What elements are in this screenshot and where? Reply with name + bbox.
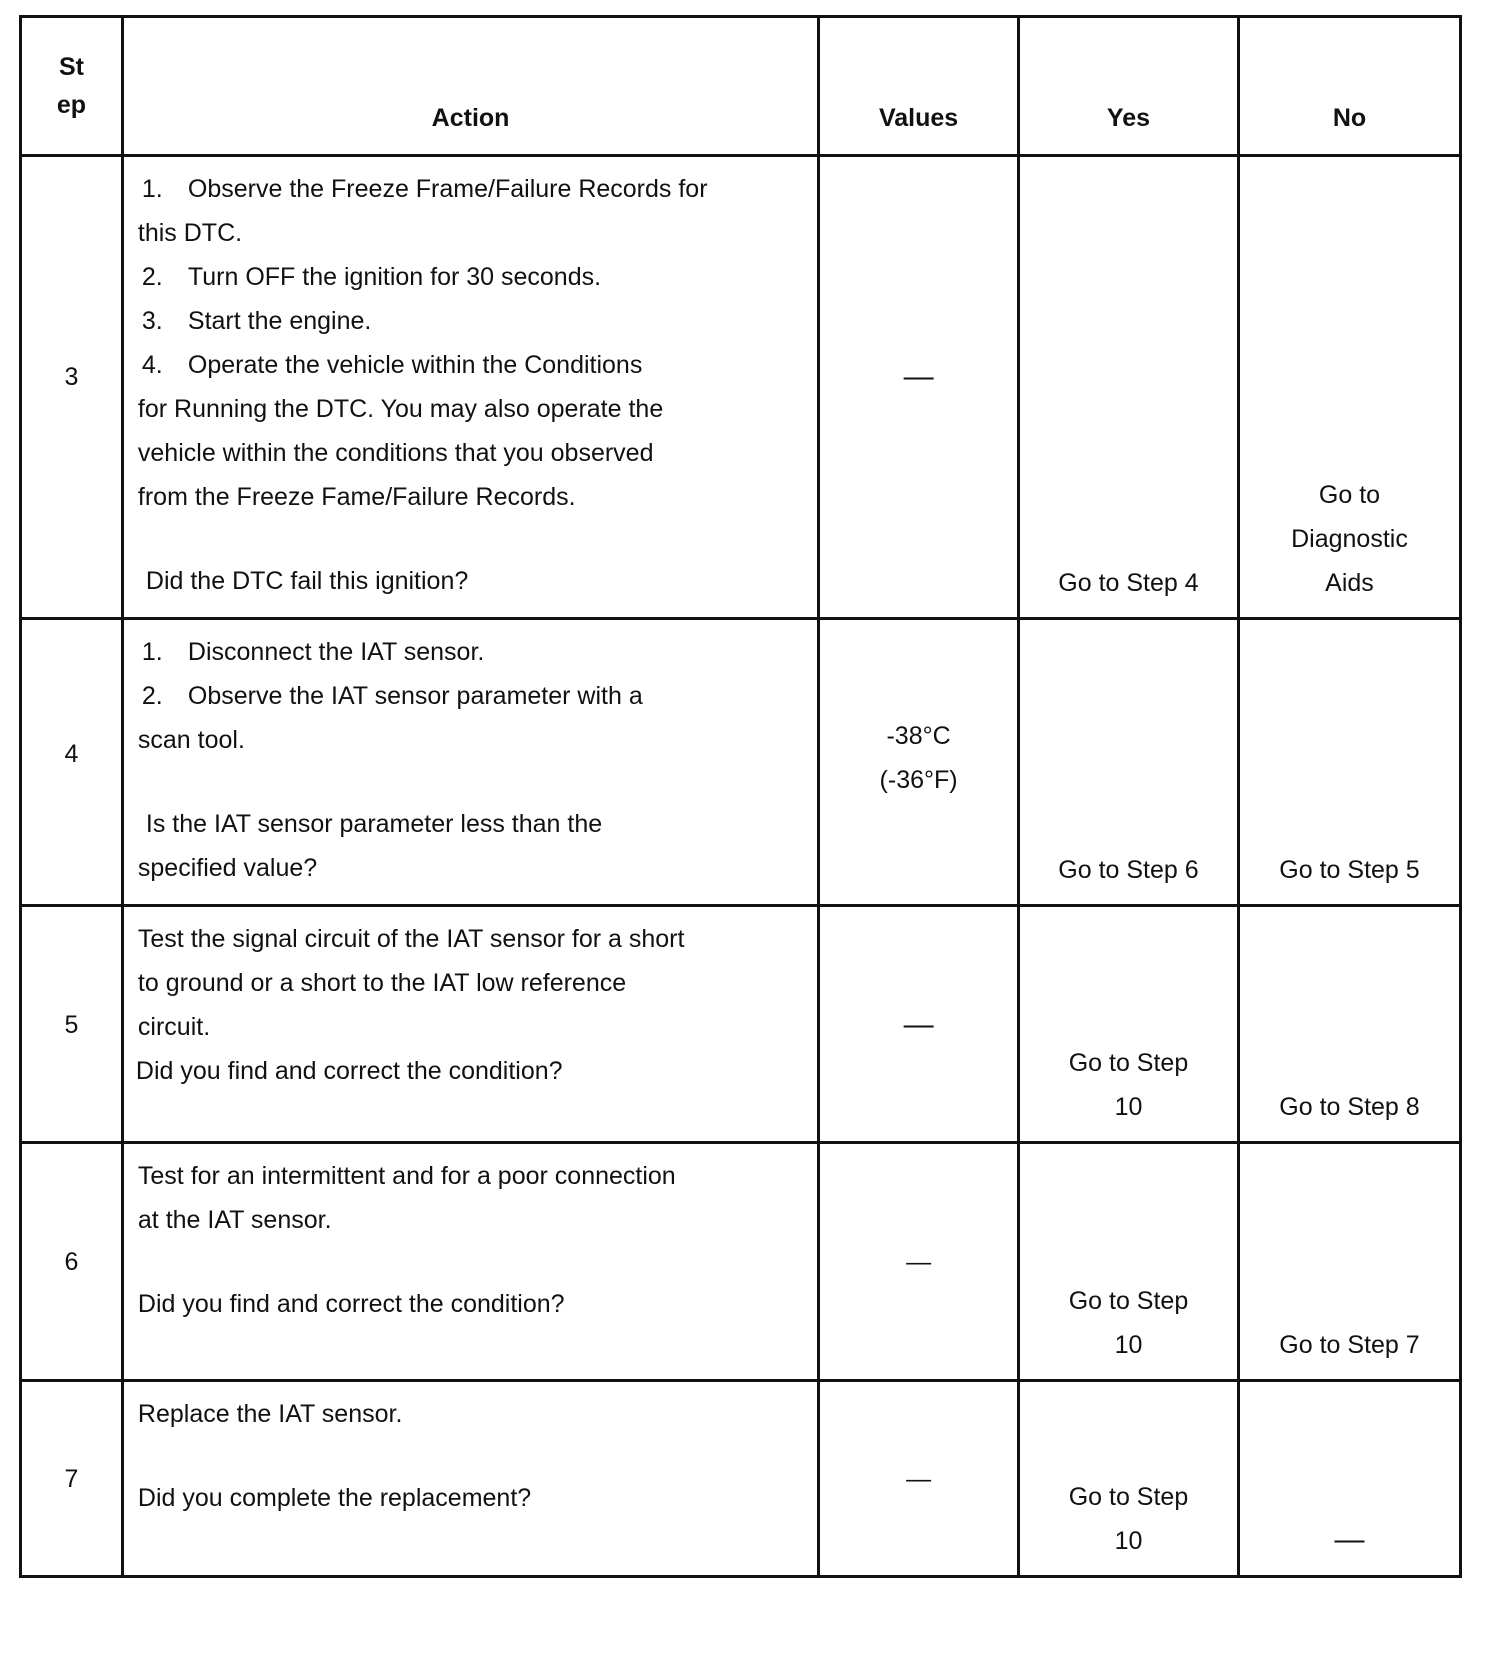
action-cell: 1. Disconnect the IAT sensor. 2. Observe the IAT sensor parameter with a scan tool. Is the IAT sensor parameter less than the specified value? (122, 619, 818, 906)
question: Did you complete the replacement? (137, 1484, 532, 1512)
values-cell: — (819, 1381, 1019, 1577)
step-number: 6 (21, 1143, 123, 1381)
step-number: 5 (21, 906, 123, 1143)
action-cell: Test the signal circuit of the IAT sensor for a short to ground or a short to the IAT low reference circuit. Did you find and correct the condition? (122, 906, 818, 1143)
no-cell: — (1238, 1381, 1460, 1577)
yes-cell: Go to Step 10 (1018, 906, 1238, 1143)
table-row (21, 1143, 1461, 1381)
table-row (21, 156, 1461, 619)
action-cell: Replace the IAT sensor. Did you complete the replacement? (122, 1381, 818, 1577)
yes-cell: Go to Step 10 (1018, 1143, 1238, 1381)
header-values: Values (819, 17, 1019, 156)
yes-cell: Go to Step 4 (1018, 156, 1238, 619)
action-cell: Test for an intermittent and for a poor connection at the IAT sensor. Did you find and correct the condition? (122, 1143, 818, 1381)
values-cell: — (819, 906, 1019, 1143)
no-cell: Go to Step 7 (1238, 1143, 1460, 1381)
no-cell: Go to Step 5 (1238, 619, 1460, 906)
step-number: 7 (21, 1381, 123, 1577)
values-cell: -38°C (-36°F) (819, 619, 1019, 906)
header-no: No (1238, 17, 1460, 156)
table-row (21, 619, 1461, 906)
diagnostic-table (19, 15, 1462, 1578)
action-cell: 1. Observe the Freeze Frame/Failure Records for this DTC. 2. Turn OFF the ignition for 30 seconds. 3. Start the engine. 4. Operate the vehicle within the Conditions for Running the DTC. You may also operate the vehicle within the conditions that you observed from the Freeze Fame/Failure Records. Did the DTC fail this ignition? (122, 156, 818, 619)
step-number: 3 (21, 156, 123, 619)
yes-cell: Go to Step 6 (1018, 619, 1238, 906)
header-yes: Yes (1018, 17, 1238, 156)
values-cell: — (819, 1143, 1019, 1381)
values-cell: — (819, 156, 1019, 619)
question: Is the IAT sensor parameter less than the (145, 810, 603, 838)
question: Did you find and correct the condition? (135, 1057, 563, 1085)
table-row (21, 906, 1461, 1143)
header-row (21, 17, 1461, 156)
no-cell: Go to Step 8 (1238, 906, 1460, 1143)
step-number: 4 (21, 619, 123, 906)
question: Did you find and correct the condition? (137, 1290, 565, 1318)
header-action: Action (122, 17, 818, 156)
question: Did the DTC fail this ignition? (145, 567, 469, 595)
no-cell: Go to Diagnostic Aids (1238, 156, 1460, 619)
yes-cell: Go to Step 10 (1018, 1381, 1238, 1577)
table-row (21, 1381, 1461, 1577)
header-step: St ep (21, 17, 123, 156)
